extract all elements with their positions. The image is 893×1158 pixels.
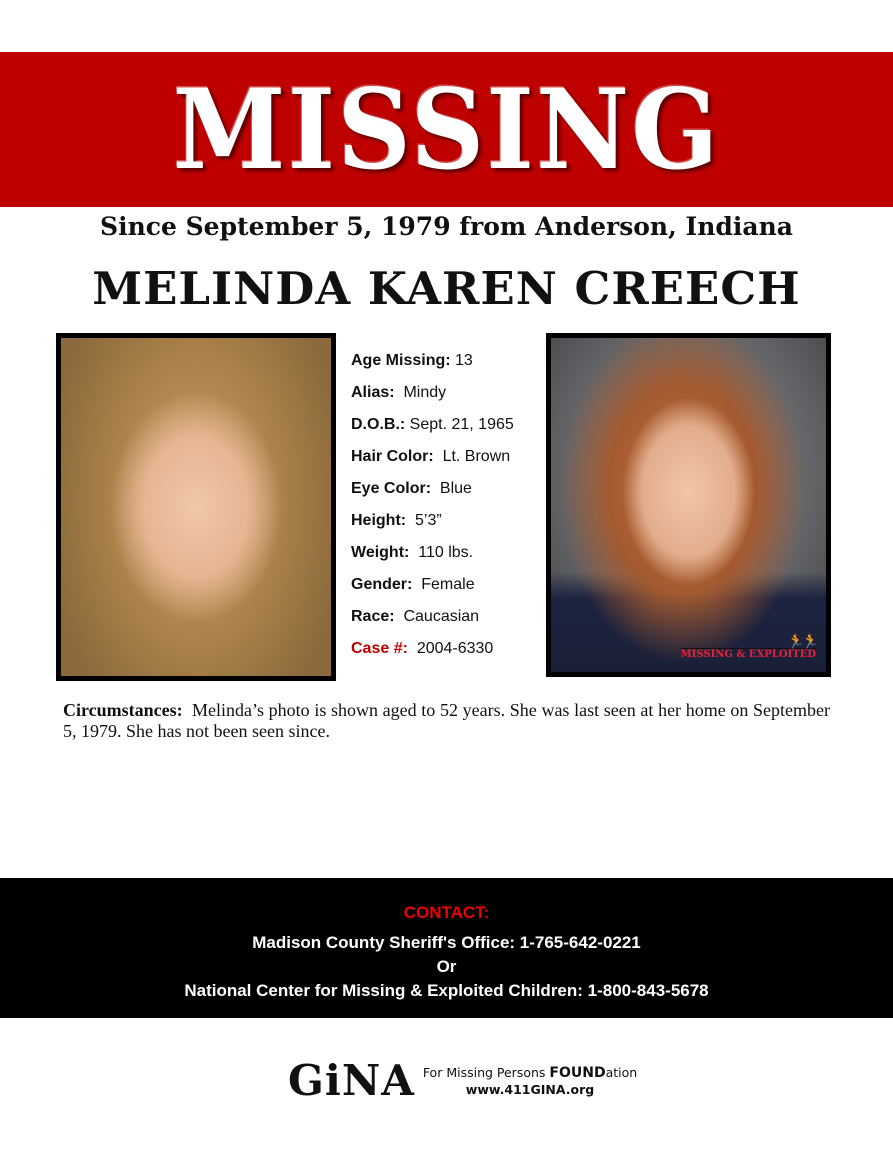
fact-value: Caucasian [403,608,480,625]
fact-age-missing [351,349,541,381]
ncmec-watermark-text: MISSING & EXPLOITED [680,649,816,660]
gina-tagline-post: ation [605,1065,638,1080]
contact-panel [0,878,893,1018]
child-photo-alt [61,656,331,668]
fact-label: Weight: [351,544,410,561]
fact-value: Female [421,576,475,593]
contact-sheriff: Madison County Sheriff's Office: 1-765-642-0221 [252,933,641,952]
fact-gender [351,573,541,605]
contact-ncmec: National Center for Missing & Exploited Children: 1-800-843-5678 [184,981,709,1000]
fact-value: 13 [455,352,473,369]
gina-tagline-pre: For Missing Persons [422,1065,550,1080]
fact-case-number [351,637,541,669]
gina-tagline-bold: FOUND [549,1065,606,1081]
fact-value: 2004-6330 [416,640,494,657]
fact-label: Gender: [351,576,413,593]
gina-logo-text [423,1065,637,1097]
fact-hair-color [351,445,541,477]
contact-heading: CONTACT: [403,903,490,922]
fact-dob [351,413,541,445]
fact-value: Lt. Brown [442,448,511,465]
age-progressed-photo [546,333,831,677]
missing-since-line: Since September 5, 1979 from Anderson, Indiana [100,212,793,241]
fact-alias [351,381,541,413]
fact-weight [351,541,541,573]
circumstances-text: Melinda’s photo is shown aged to 52 years. She was last seen at her home on September 5, 1979. She has not been seen since. [63,700,831,741]
fact-label: Height: [351,512,407,529]
facts-list [351,349,541,669]
fact-value: 110 lbs. [418,544,474,561]
banner-title: MISSING [172,64,721,195]
gina-foundation-logo [288,1056,637,1106]
fact-label: Race: [351,608,395,625]
fact-value: 5’3” [415,512,442,529]
fact-label: D.O.B.: [351,416,406,433]
fact-label: Eye Color: [351,480,432,497]
missing-person-name: MELINDA KAREN CREECH [92,262,801,315]
fact-race [351,605,541,637]
ncmec-watermark [681,634,816,660]
circumstances [63,700,830,742]
fact-value: Mindy [403,384,447,401]
fact-value: Blue [439,480,472,497]
fact-value: Sept. 21, 1965 [409,416,514,433]
fact-label: Hair Color: [351,448,434,465]
missing-banner [0,52,893,207]
gina-url: www.411GINA.org [465,1082,595,1097]
child-photo [56,333,336,681]
contact-or: Or [436,957,457,976]
fact-height [351,509,541,541]
fact-label: Age Missing: [351,352,451,369]
gina-tagline [423,1065,637,1081]
gina-logo-mark: GiNA [288,1056,415,1105]
fact-eye-color [351,477,541,509]
fact-label: Case #: [351,640,408,657]
circumstances-label: Circumstances: [63,700,183,720]
running-figures-icon: 🏃🏃 [787,633,816,649]
fact-label: Alias: [351,384,395,401]
